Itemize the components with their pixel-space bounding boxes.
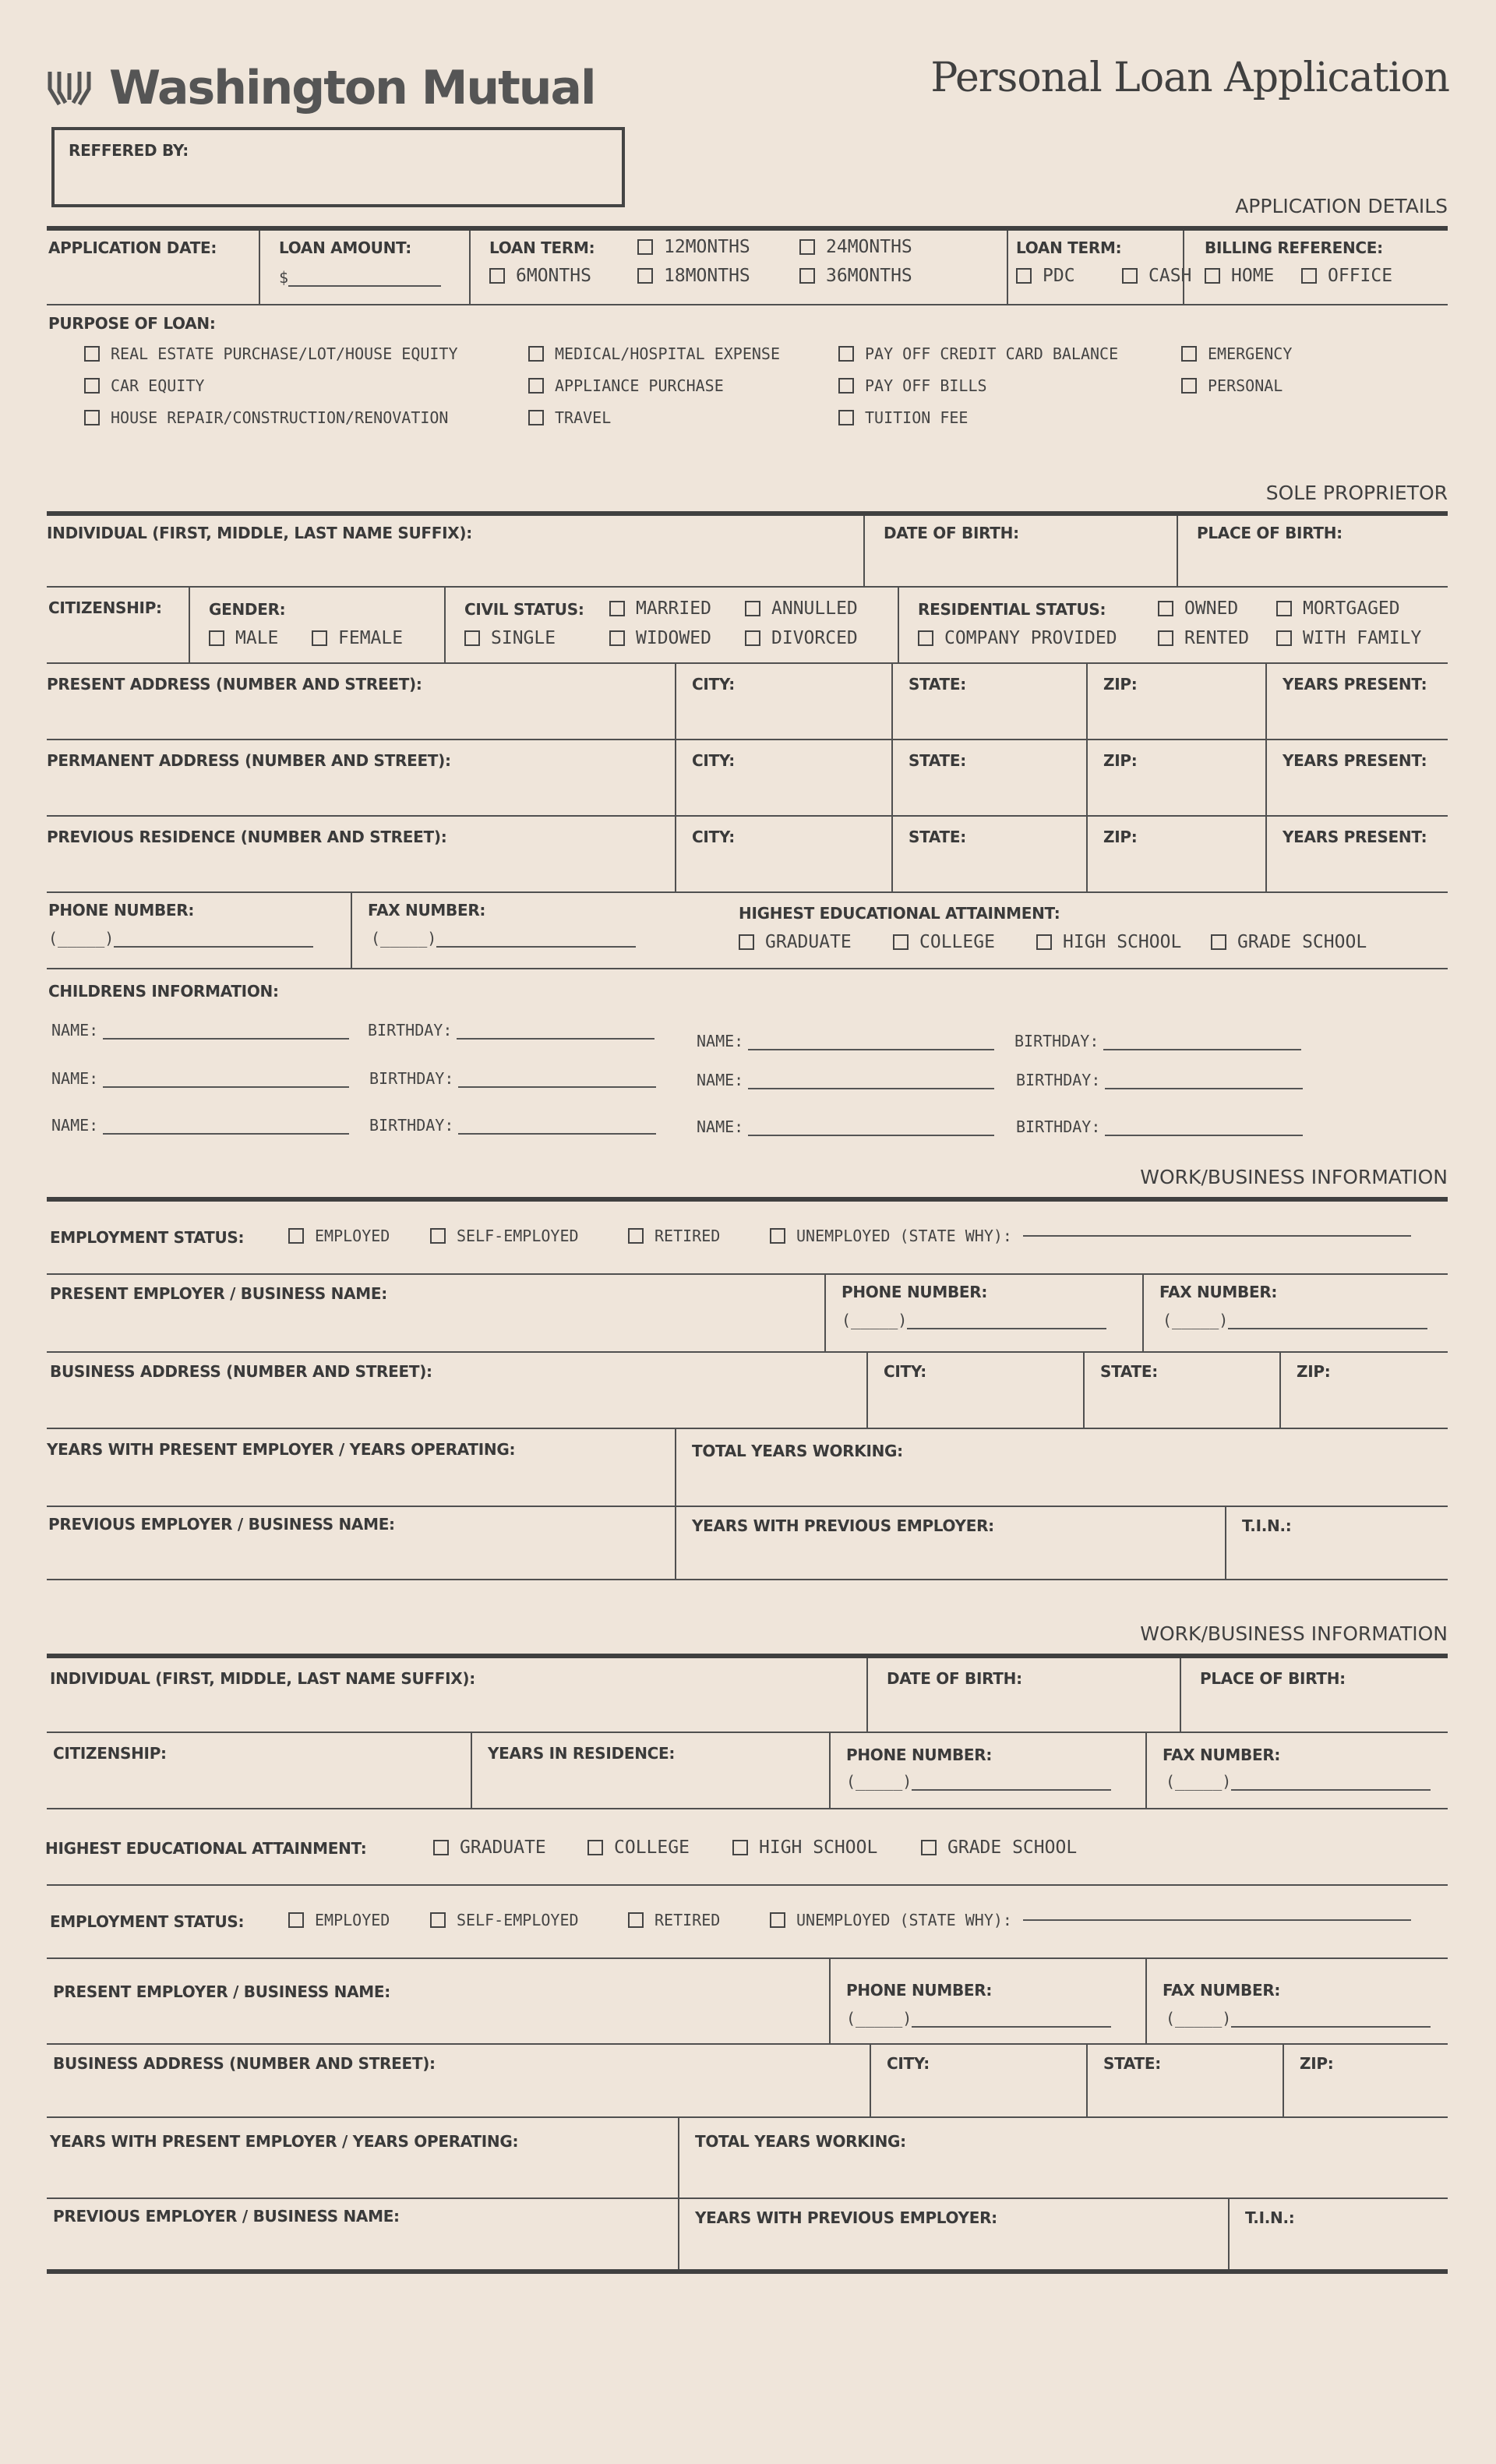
dob-label: DATE OF BIRTH: <box>884 524 1019 542</box>
term-6months-checkbox[interactable]: 6MONTHS <box>489 266 591 286</box>
fax-label: FAX NUMBER: <box>368 901 486 920</box>
emp-employed-checkbox[interactable]: EMPLOYED <box>288 1911 390 1929</box>
page-title: Personal Loan Application <box>930 55 1449 101</box>
res-with-family-checkbox[interactable]: WITH FAMILY <box>1276 628 1421 648</box>
purpose-checkbox[interactable]: PAY OFF BILLS <box>838 376 987 395</box>
city-field[interactable] <box>675 817 891 891</box>
total-years-working-field[interactable] <box>675 1429 1448 1506</box>
education-label: HIGHEST EDUCATIONAL ATTAINMENT: <box>45 1839 367 1858</box>
edu-graduate-checkbox[interactable]: GRADUATE <box>739 932 852 952</box>
dob-label: DATE OF BIRTH: <box>887 1669 1022 1688</box>
years-previous-employer-field[interactable] <box>675 1507 1225 1579</box>
purpose-checkbox[interactable]: TUITION FEE <box>838 408 968 427</box>
fax-field[interactable] <box>351 893 675 968</box>
purpose-checkbox[interactable]: EMERGENCY <box>1181 344 1292 363</box>
term-36months-checkbox[interactable]: 36MONTHS <box>799 266 912 286</box>
city-label: CITY: <box>887 2054 930 2073</box>
loan-term-label: LOAN TERM: <box>489 238 595 257</box>
child-birthday-field[interactable]: BIRTHDAY: <box>369 1116 656 1135</box>
zip-field[interactable] <box>1086 740 1265 815</box>
employment-status-label: EMPLOYMENT STATUS: <box>50 1912 245 1931</box>
state-label: STATE: <box>1100 1362 1158 1381</box>
city-field[interactable] <box>870 2045 1086 2116</box>
purpose-checkbox[interactable]: PERSONAL <box>1181 376 1283 395</box>
emp-self-employed-checkbox[interactable]: SELF-EMPLOYED <box>430 1911 579 1929</box>
fax-label: FAX NUMBER: <box>1163 1981 1281 2000</box>
state-field[interactable] <box>891 664 1086 739</box>
phone-field[interactable] <box>829 1733 1145 1808</box>
employer-fax-field[interactable] <box>1142 1275 1448 1351</box>
emp-unemployed-checkbox[interactable]: UNEMPLOYED (STATE WHY): <box>770 1911 1411 1929</box>
purpose-checkbox[interactable]: CAR EQUITY <box>84 376 204 395</box>
phone-input[interactable]: (_____) <box>846 2009 1111 2028</box>
employment-status-label: EMPLOYMENT STATUS: <box>50 1228 245 1247</box>
individual-label: INDIVIDUAL (FIRST, MIDDLE, LAST NAME SUFFIX): <box>47 524 472 542</box>
phone-label: PHONE NUMBER: <box>842 1283 988 1301</box>
years-present-label: YEARS PRESENT: <box>1283 828 1427 846</box>
years-employer-row-2 <box>47 2118 1448 2199</box>
zip-field[interactable] <box>1086 664 1265 739</box>
tin-label: T.I.N.: <box>1242 1516 1292 1535</box>
state-label: STATE: <box>909 828 966 846</box>
previous-employer-row-2 <box>47 2199 1448 2274</box>
billing-office-checkbox[interactable]: OFFICE <box>1301 266 1392 286</box>
zip-field[interactable] <box>1279 1353 1448 1428</box>
previous-employer-label: PREVIOUS EMPLOYER / BUSINESS NAME: <box>53 2207 400 2226</box>
citizenship-label: CITIZENSHIP: <box>48 598 162 617</box>
gender-female-checkbox[interactable]: FEMALE <box>312 628 403 648</box>
term-24months-checkbox[interactable]: 24MONTHS <box>799 237 912 257</box>
years-present-employer-label: YEARS WITH PRESENT EMPLOYER / YEARS OPERATING: <box>50 2132 519 2151</box>
purpose-checkbox[interactable]: APPLIANCE PURCHASE <box>528 376 724 395</box>
previous-residence-row <box>47 817 1448 893</box>
purpose-checkbox[interactable]: TRAVEL <box>528 408 611 427</box>
place-of-birth-field[interactable] <box>1177 516 1448 586</box>
gender-group <box>189 588 444 662</box>
term-18months-checkbox[interactable]: 18MONTHS <box>637 266 750 286</box>
total-years-working-field[interactable] <box>678 2118 1448 2197</box>
years-present-field[interactable] <box>1265 817 1448 891</box>
phone-input[interactable]: (_____) <box>48 929 313 948</box>
employment-status-row <box>47 1202 1448 1275</box>
years-present-employer-field[interactable] <box>47 2118 678 2197</box>
gender-male-checkbox[interactable]: MALE <box>209 628 278 648</box>
previous-employer-field[interactable] <box>47 1507 675 1579</box>
citizenship-field[interactable] <box>47 588 189 662</box>
res-company-provided-checkbox[interactable]: COMPANY PROVIDED <box>918 628 1117 648</box>
child-name-field[interactable]: NAME: <box>697 1117 994 1136</box>
total-years-label: TOTAL YEARS WORKING: <box>692 1442 903 1460</box>
child-name-field[interactable]: NAME: <box>51 1116 349 1135</box>
section-work-business-2: WORK/BUSINESS INFORMATION <box>1140 1622 1448 1645</box>
application-date-label: APPLICATION DATE: <box>48 238 217 257</box>
state-label: STATE: <box>1103 2054 1161 2073</box>
state-field[interactable] <box>1086 2045 1283 2116</box>
child-name-field[interactable]: NAME: <box>697 1071 994 1089</box>
citizenship-row-2 <box>47 1733 1448 1809</box>
child-birthday-field[interactable]: BIRTHDAY: <box>368 1021 654 1040</box>
emp-employed-checkbox[interactable]: EMPLOYED <box>288 1227 390 1245</box>
purpose-label: PURPOSE OF LOAN: <box>48 314 216 333</box>
business-address-row-2 <box>47 2045 1448 2118</box>
loan-term-2-label: LOAN TERM: <box>1016 238 1122 257</box>
billing-home-checkbox[interactable]: HOME <box>1205 266 1274 286</box>
section-work-business-1: WORK/BUSINESS INFORMATION <box>1140 1166 1448 1188</box>
zip-label: ZIP: <box>1297 1362 1331 1381</box>
years-previous-employer-field[interactable] <box>678 2199 1228 2269</box>
child-name-field[interactable]: NAME: <box>51 1021 349 1040</box>
state-field[interactable] <box>1083 1353 1279 1428</box>
loan-term-group <box>469 231 1007 304</box>
phone-label: PHONE NUMBER: <box>846 1981 993 2000</box>
zip-field[interactable] <box>1086 817 1265 891</box>
emp-retired-checkbox[interactable]: RETIRED <box>628 1227 720 1245</box>
permanent-address-label: PERMANENT ADDRESS (NUMBER AND STREET): <box>47 751 451 770</box>
city-field[interactable] <box>866 1353 1083 1428</box>
citizenship-label: CITIZENSHIP: <box>53 1744 167 1763</box>
education-group <box>675 893 1448 968</box>
zip-label: ZIP: <box>1103 751 1138 770</box>
loan-amount-field[interactable] <box>259 231 469 304</box>
loan-amount-label: LOAN AMOUNT: <box>279 238 411 257</box>
employer-phone-field[interactable] <box>829 1959 1145 2043</box>
education-row-2 <box>47 1809 1448 1886</box>
years-present-field[interactable] <box>1265 664 1448 739</box>
years-in-residence-field[interactable] <box>471 1733 829 1808</box>
date-of-birth-field[interactable] <box>866 1658 1180 1732</box>
fax-field[interactable] <box>1145 1733 1448 1808</box>
years-previous-label: YEARS WITH PREVIOUS EMPLOYER: <box>695 2208 997 2227</box>
child-birthday-field[interactable]: BIRTHDAY: <box>1016 1117 1303 1136</box>
individual-name-field[interactable] <box>47 516 863 586</box>
purpose-checkbox[interactable]: MEDICAL/HOSPITAL EXPENSE <box>528 344 780 363</box>
section-sole-proprietor: SOLE PROPRIETOR <box>1265 482 1448 504</box>
civil-status-label: CIVIL STATUS: <box>464 600 584 619</box>
citizenship-field[interactable] <box>47 1733 471 1808</box>
present-employer-label: PRESENT EMPLOYER / BUSINESS NAME: <box>53 1982 390 2001</box>
business-address-field[interactable] <box>47 2045 870 2116</box>
pdc-checkbox[interactable]: PDC <box>1016 266 1075 286</box>
present-employer-label: PRESENT EMPLOYER / BUSINESS NAME: <box>50 1284 387 1303</box>
present-address-label: PRESENT ADDRESS (NUMBER AND STREET): <box>47 675 422 694</box>
edu-high-school-checkbox[interactable]: HIGH SCHOOL <box>732 1837 877 1858</box>
phone-field[interactable] <box>47 893 351 968</box>
city-label: CITY: <box>692 751 736 770</box>
years-employer-row <box>47 1429 1448 1507</box>
phone-input[interactable]: (_____) <box>842 1311 1106 1329</box>
res-mortgaged-checkbox[interactable]: MORTGAGED <box>1276 598 1400 619</box>
years-present-employer-field[interactable] <box>47 1429 675 1506</box>
emp-unemployed-checkbox[interactable]: UNEMPLOYED (STATE WHY): <box>770 1227 1411 1245</box>
fax-input[interactable]: (_____) <box>371 929 636 948</box>
child-name-field[interactable]: NAME: <box>51 1069 349 1088</box>
civil-single-checkbox[interactable]: SINGLE <box>464 628 556 648</box>
permanent-address-row <box>47 740 1448 817</box>
present-employer-row <box>47 1275 1448 1353</box>
present-address-field[interactable] <box>47 664 675 739</box>
state-field[interactable] <box>891 817 1086 891</box>
years-present-field[interactable] <box>1265 740 1448 815</box>
civil-widowed-checkbox[interactable]: WIDOWED <box>609 628 711 648</box>
zip-label: ZIP: <box>1300 2054 1334 2073</box>
referred-by-field[interactable] <box>51 127 625 207</box>
individual-label: INDIVIDUAL (FIRST, MIDDLE, LAST NAME SUFFIX): <box>50 1669 475 1688</box>
child-name-field[interactable]: NAME: <box>697 1032 994 1050</box>
child-birthday-field[interactable]: BIRTHDAY: <box>369 1069 656 1088</box>
brand-header <box>47 61 595 115</box>
tin-field[interactable] <box>1228 2199 1448 2269</box>
contact-row <box>47 893 1448 969</box>
status-row <box>47 588 1448 664</box>
state-label: STATE: <box>909 675 966 694</box>
pob-label: PLACE OF BIRTH: <box>1197 524 1343 542</box>
billing-reference-group <box>1183 231 1448 304</box>
years-in-residence-label: YEARS IN RESIDENCE: <box>488 1744 676 1763</box>
washington-mutual-logo-icon <box>47 69 92 108</box>
tin-field[interactable] <box>1225 1507 1448 1579</box>
loan-amount-input[interactable]: $ <box>279 268 441 287</box>
date-of-birth-field[interactable] <box>863 516 1177 586</box>
edu-college-checkbox[interactable]: COLLEGE <box>587 1837 690 1858</box>
edu-college-checkbox[interactable]: COLLEGE <box>893 932 995 952</box>
cash-checkbox[interactable]: CASH <box>1122 266 1191 286</box>
res-rented-checkbox[interactable]: RENTED <box>1158 628 1249 648</box>
fax-label: FAX NUMBER: <box>1159 1283 1278 1301</box>
purpose-checkbox[interactable]: PAY OFF CREDIT CARD BALANCE <box>838 344 1118 363</box>
application-date-field[interactable] <box>47 231 259 304</box>
employment-status-row-2 <box>47 1886 1448 1959</box>
purpose-checkbox[interactable]: REAL ESTATE PURCHASE/LOT/HOUSE EQUITY <box>84 344 458 363</box>
city-field[interactable] <box>675 664 891 739</box>
brand-name: Washington Mutual <box>109 61 595 115</box>
total-years-label: TOTAL YEARS WORKING: <box>695 2132 906 2151</box>
previous-employer-row <box>47 1507 1448 1580</box>
fax-input[interactable]: (_____) <box>1166 2009 1431 2028</box>
phone-input[interactable]: (_____) <box>846 1772 1111 1791</box>
years-present-label: YEARS PRESENT: <box>1283 675 1427 694</box>
years-present-employer-label: YEARS WITH PRESENT EMPLOYER / YEARS OPERATING: <box>47 1440 516 1459</box>
city-label: CITY: <box>692 675 736 694</box>
state-field[interactable] <box>891 740 1086 815</box>
edu-graduate-checkbox[interactable]: GRADUATE <box>433 1837 546 1858</box>
present-employer-row-2 <box>47 1959 1448 2045</box>
gender-label: GENDER: <box>209 600 286 619</box>
billing-reference-label: BILLING REFERENCE: <box>1205 238 1383 257</box>
tin-label: T.I.N.: <box>1245 2208 1295 2227</box>
city-label: CITY: <box>884 1362 927 1381</box>
employer-fax-field[interactable] <box>1145 1959 1448 2043</box>
individual-name-field[interactable] <box>47 1658 866 1732</box>
term-12months-checkbox[interactable]: 12MONTHS <box>637 237 750 257</box>
present-address-row <box>47 664 1448 740</box>
fax-input[interactable]: (_____) <box>1163 1311 1427 1329</box>
edu-grade-school-checkbox[interactable]: GRADE SCHOOL <box>921 1837 1077 1858</box>
fax-label: FAX NUMBER: <box>1163 1746 1281 1764</box>
phone-label: PHONE NUMBER: <box>48 901 195 920</box>
employer-phone-field[interactable] <box>824 1275 1142 1351</box>
residential-status-label: RESIDENTIAL STATUS: <box>918 600 1106 619</box>
education-label: HIGHEST EDUCATIONAL ATTAINMENT: <box>739 904 1060 923</box>
city-label: CITY: <box>692 828 736 846</box>
zip-field[interactable] <box>1283 2045 1448 2116</box>
zip-label: ZIP: <box>1103 675 1138 694</box>
res-owned-checkbox[interactable]: OWNED <box>1158 598 1238 619</box>
residential-status-group <box>898 588 1448 662</box>
emp-retired-checkbox[interactable]: RETIRED <box>628 1911 720 1929</box>
fax-input[interactable]: (_____) <box>1166 1772 1431 1791</box>
emp-self-employed-checkbox[interactable]: SELF-EMPLOYED <box>430 1227 579 1245</box>
child-birthday-field[interactable]: BIRTHDAY: <box>1014 1032 1301 1050</box>
application-row <box>47 231 1448 305</box>
years-present-label: YEARS PRESENT: <box>1283 751 1427 770</box>
zip-label: ZIP: <box>1103 828 1138 846</box>
business-address-label: BUSINESS ADDRESS (NUMBER AND STREET): <box>50 1362 432 1381</box>
individual-row <box>47 516 1448 588</box>
years-previous-label: YEARS WITH PREVIOUS EMPLOYER: <box>692 1516 994 1535</box>
permanent-address-field[interactable] <box>47 740 675 815</box>
previous-employer-field[interactable] <box>47 2199 678 2269</box>
children-label: CHILDRENS INFORMATION: <box>48 982 279 1001</box>
business-address-label: BUSINESS ADDRESS (NUMBER AND STREET): <box>53 2054 436 2073</box>
civil-annulled-checkbox[interactable]: ANNULLED <box>745 598 858 619</box>
city-field[interactable] <box>675 740 891 815</box>
civil-divorced-checkbox[interactable]: DIVORCED <box>745 628 858 648</box>
civil-status-group <box>444 588 898 662</box>
individual-row-2 <box>47 1658 1448 1733</box>
business-address-row <box>47 1353 1448 1429</box>
edu-high-school-checkbox[interactable]: HIGH SCHOOL <box>1036 932 1181 952</box>
previous-employer-label: PREVIOUS EMPLOYER / BUSINESS NAME: <box>48 1515 395 1534</box>
child-birthday-field[interactable]: BIRTHDAY: <box>1016 1071 1303 1089</box>
previous-residence-label: PREVIOUS RESIDENCE (NUMBER AND STREET): <box>47 828 447 846</box>
civil-married-checkbox[interactable]: MARRIED <box>609 598 711 619</box>
purpose-checkbox[interactable]: HOUSE REPAIR/CONSTRUCTION/RENOVATION <box>84 408 448 427</box>
state-label: STATE: <box>909 751 966 770</box>
present-employer-field[interactable] <box>47 1275 824 1351</box>
section-application-details: APPLICATION DETAILS <box>1235 195 1448 217</box>
place-of-birth-field[interactable] <box>1180 1658 1448 1732</box>
referred-by-label: REFFERED BY: <box>69 141 189 160</box>
phone-label: PHONE NUMBER: <box>846 1746 993 1764</box>
previous-residence-field[interactable] <box>47 817 675 891</box>
present-employer-field[interactable] <box>47 1959 829 2043</box>
pob-label: PLACE OF BIRTH: <box>1200 1669 1346 1688</box>
business-address-field[interactable] <box>47 1353 866 1428</box>
edu-grade-school-checkbox[interactable]: GRADE SCHOOL <box>1211 932 1367 952</box>
